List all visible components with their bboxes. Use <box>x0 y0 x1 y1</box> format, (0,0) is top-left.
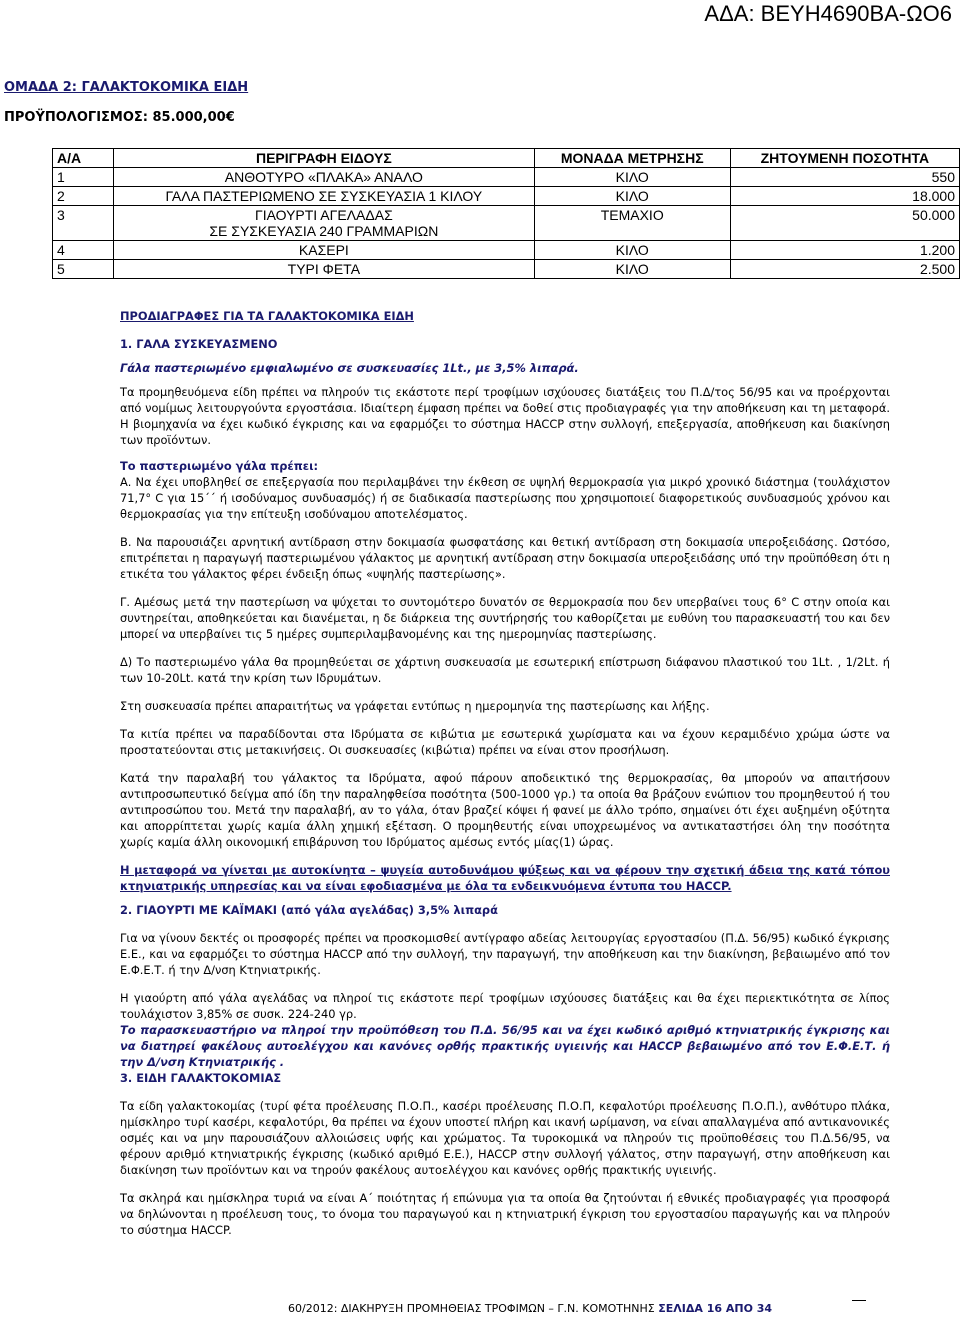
cell-description <box>114 206 535 241</box>
transport-paragraph: Η μεταφορά να γίνεται με αυτοκίνητα – ψυγεία αυτοδυνάμου ψύξεως και να φέρουν την σχετική άδεια της κατά τόπου κτηνιατρικής υπηρεσίας και να είναι εφοδιασμένα με όλα τα ενδεικνυόμενα έντυπα του HACCP. <box>120 863 890 893</box>
table-row <box>53 206 960 241</box>
budget-line: ΠΡΟΫΠΟΛΟΓΙΣΜΟΣ: 85.000,00€ <box>4 110 235 125</box>
paragraph-b: Β. Να παρουσιάζει αρνητική αντίδραση στην δοκιμασία φωσφατάσης και θετική αντίδραση στη δοκιμασία υπεροξειδάσης. Ωστόσο, επιτρέπεται η παραγωγή παστεριωμένου γάλακτος με αρνητική αντίδραση στην δοκιμασία υπεροξειδάσης υπό την προϋπόθεση ότι η ετικέτα του γάλακτος φέρει ένδειξη όπως «υψηλής παστερίωσης». <box>120 535 890 581</box>
items-table <box>52 148 960 279</box>
section-2-heading: 2. ΓΙΑΟΥΡΤΙ ΜΕ ΚΑΪΜΑΚΙ (από γάλα αγελάδας) 3,5% λιπαρά <box>120 903 498 917</box>
cell-aa: 2 <box>53 187 114 206</box>
specs-heading: ΠΡΟΔΙΑΓΡΑΦΕΣ ΓΙΑ ΤΑ ΓΑΛΑΚΤΟΚΟΜΙΚΑ ΕΙΔΗ <box>120 309 414 323</box>
cell-quantity: 1.200 <box>730 241 959 260</box>
boxes-paragraph: Τα κιτία πρέπει να παραδίδονται στα Ιδρύματα σε κιβώτια με εσωτερικά χωρίσματα και να έχουν κεραμιδένιο χρώμα ώστε να προστατεύονται στις μετακινήσεις. Οι συσκευασίες (κιβώτια) πρέπει να είναι στον προσήλωση. <box>120 727 890 757</box>
description-line-1: ΓΙΑΟΥΡΤΙ ΑΓΕΛΑΔΑΣ <box>254 207 393 223</box>
section-2-paragraph-2: Η γιαούρτη από γάλα αγελάδας να πληροί τις εκάστοτε περί τροφίμων ισχύουσες διατάξεις και θα έχει περιεκτικότητα σε λίπος τουλάχιστον 3,85% σε συσκ. 224-240 γρ. <box>120 991 890 1021</box>
group-title: ΟΜΑΔΑ 2: ΓΑΛΑΚΤΟΚΟΜΙΚΑ ΕΙΔΗ <box>4 80 249 95</box>
section-1-subheading: Γάλα παστεριωμένο εμφιαλωμένο σε συσκευασίες 1Lt., με 3,5% λιπαρά. <box>120 361 579 375</box>
cell-quantity: 18.000 <box>730 187 959 206</box>
description-line-2: ΣΕ ΣΥΣΚΕΥΑΣΙΑ 240 ΓΡΑΜΜΑΡΙΩΝ <box>209 223 439 239</box>
header-aa: Α/Α <box>53 149 114 168</box>
footer-document-title: 60/2012: ΔΙΑΚΗΡΥΞΗ ΠΡΟΜΗΘΕΙΑΣ ΤΡΟΦΙΜΩΝ – Γ.Ν. ΚΟΜΟΤΗΝΗΣ <box>288 1302 655 1315</box>
cell-quantity: 550 <box>730 168 959 187</box>
cell-quantity: 50.000 <box>730 206 959 241</box>
paragraph-g: Γ. Αμέσως μετά την παστερίωση να ψύχεται το συντομότερο δυνατόν σε θερμοκρασία που δεν υπερβαίνει τους 6° C στην οποία και συντηρείται, αποθηκεύεται και διανέμεται, η δε διάρκεια της συντήρησής του καθορίζεται με ευθύνη του παρασκευαστή του και δεν μπορεί να υπερβαίνει τις 5 ημέρες συμπεριλαμβανομένης και της ημερομηνίας παστερίωσης. <box>120 595 890 641</box>
section-3-paragraph-1: Τα είδη γαλακτοκομίας (τυρί φέτα προέλευσης Π.Ο.Π., κασέρι προέλευσης Π.Ο.Π, κεφαλοτύρι προέλευσης Π.Ο.Π.), ανθότυρο πλάκα, ημίσκληρο τυρί κασέρι, κεφαλοτύρι, θα πρέπει να έχουν υποστεί πλήρη και ικανή ωρίμανση, να είναι απαλλαγμένα από αντικανονικές οσμές και να μην παρουσιάζουν αλλοιώσεις υφής και χρώματος. Τα τυροκομικά να πληρούν τις προϋποθέσεις του Π.Δ.56/95, να φέρουν αριθμό κτηνιατρικής έγκρισης (κωδικό αριθμό Ε.Ε.), HACCP στην συλλογή γάλατος, στην παραγωγή, στην αποθήκευση και διακίνηση των προϊόντων και να τηρούν φακέλους αυτοελέγχου και κανόνες ορθής πρακτικής υγιεινής. <box>120 1099 890 1177</box>
paragraph-a: Α. Να έχει υποβληθεί σε επεξεργασία που περιλαμβάνει την έκθεση σε υψηλή θερμοκρασία για μικρό χρονικό διάστημα (τουλάχιστον 71,7° C για 15΄΄ ή ισοδύναμος συνδυασμός) ή σε διαδικασία παστερίωσης που χρησιμοποιεί διαφορετικούς συνδυασμούς χρόνου και θερμοκρασίας για την επίτευξη ισοδύναμου αποτελέσματος. <box>120 475 890 521</box>
cell-quantity: 2.500 <box>730 260 959 279</box>
cell-aa: 1 <box>53 168 114 187</box>
footer-page-number: ΣΕΛΙΔΑ 16 ΑΠΟ 34 <box>658 1302 773 1315</box>
cell-aa: 4 <box>53 241 114 260</box>
paragraph-d: Δ) Το παστεριωμένο γάλα θα προμηθεύεται σε χάρτινη συσκευασία με εσωτερική επίστρωση διάφανου πλαστικού του 1Lt. , 1/2Lt. ή των 10-20Lt. κατά την κρίση των Ιδρυμάτων. <box>120 655 890 685</box>
section-1-heading: 1. ΓΑΛΑ ΣΥΣΚΕΥΑΣΜΕΝΟ <box>120 337 278 351</box>
page-footer <box>288 1301 772 1317</box>
label-paragraph: Στη συσκευασία πρέπει απαραιτήτως να γράφεται εντύπως η ημερομηνία της παστερίωσης και λήξης. <box>120 699 710 713</box>
section-2-paragraph-3: Το παρασκευαστήριο να πληροί την προϋπόθεση του Π.Δ. 56/95 και να έχει κωδικό αριθμό κτηνιατρικής έγκρισης και να διατηρεί φακέλους αυτοελέγχου και κανόνες ορθής πρακτικής υγιεινής και HACCP βεβαιωμένο από τον Ε.Φ.Ε.Τ. ή την Δ/νση Κτηνιατρικής . <box>120 1023 890 1069</box>
cell-aa: 3 <box>53 206 114 241</box>
intro-paragraph: Τα προμηθευόμενα είδη πρέπει να πληρούν τις εκάστοτε περί τροφίμων ισχύουσες διατάξεις του Π.Δ/τος 56/95 και να προέρχονται από νομίμως λειτουργούντα εργοστάσια. Ιδιαίτερη έμφαση πρέπει να δοθεί στις προδιαγραφές για την αποθήκευση και τη μεταφορά. Η βιομηχανία να έχει κωδικό έγκρισης και να εφαρμόζει το σύστημα HACCP στην συλλογή, επεξεργασία, αποθήκευση και διακίνηση των προϊόντων. <box>120 385 890 447</box>
table-row <box>53 168 960 187</box>
header-description: ΠΕΡΙΓΡΑΦΗ ΕΙΔΟΥΣ <box>114 149 535 168</box>
section-3-heading: 3. ΕΙΔΗ ΓΑΛΑΚΤΟΚΟΜΙΑΣ <box>120 1071 282 1085</box>
cell-aa: 5 <box>53 260 114 279</box>
cell-description: ΓΑΛΑ ΠΑΣΤΕΡΙΩΜΕΝΟ ΣΕ ΣΥΣΚΕΥΑΣΙΑ 1 ΚΙΛΟΥ <box>114 187 535 206</box>
specifications-section <box>120 308 890 1238</box>
table-header-row <box>53 149 960 168</box>
header-quantity: ΖΗΤΟΥΜΕΝΗ ΠΟΣΟΤΗΤΑ <box>730 149 959 168</box>
header-unit: ΜΟΝΑΔΑ ΜΕΤΡΗΣΗΣ <box>534 149 730 168</box>
section-3-paragraph-2: Τα σκληρά και ημίσκληρα τυριά να είναι Α΄ ποιότητας ή επώνυμα για τα οποία θα ζητούνται ή εθνικές προδιαγραφές για προσφορά να δηλώνονται η προέλευση τους, το όνομα του παραγωγού και η κτηνιατρική έγκριση του εργοστασίου παραγωγής και να πληρούν το σύστημα HACCP. <box>120 1191 890 1237</box>
footer-rule <box>852 1300 866 1301</box>
ada-code: ΑΔΑ: ΒΕΥΗ4690ΒΑ-ΩΟ6 <box>704 1 952 26</box>
cell-unit: ΤΕΜΑΧΙΟ <box>534 206 730 241</box>
table-row <box>53 241 960 260</box>
cell-unit: ΚΙΛΟ <box>534 241 730 260</box>
cell-unit: ΚΙΛΟ <box>534 187 730 206</box>
cell-unit: ΚΙΛΟ <box>534 260 730 279</box>
cell-description: ΑΝΘΟΤΥΡΟ «ΠΛΑΚΑ» ΑΝΑΛΟ <box>114 168 535 187</box>
receipt-paragraph: Κατά την παραλαβή του γάλακτος τα Ιδρύματα, αφού πάρουν αποδεικτικό της θερμοκρασίας, θα μπορούν να απαιτήσουν αντιπροσωπευτικό δείγμα από ίδη την παραληφθείσα ποσότητα (500-1000 γρ.) τα οποία θα βράζουν ενώπιον του προμηθευτού ή του αντιπροσώπου του. Μετά την παραλαβή, αν το γάλα, όταν βραζεί κόψει ή φανεί με άλλο τρόπο, σημαίνει ότι έχει αυξημένη οξύτητα και απορρίπτεται χωρίς καμία άλλη χημική εξέταση. Ο προμηθευτής είναι υποχρεωμένος να αντικαταστήσει όλη την ποσότητα χωρίς καμία άλλη οικονομική επιβάρυνση του Ιδρύματος αμέσως εντός μίας(1) ώρας. <box>120 771 890 849</box>
table-row <box>53 260 960 279</box>
pasteurized-heading: Το παστεριωμένο γάλα πρέπει: <box>120 459 319 473</box>
cell-description: ΚΑΣΕΡΙ <box>114 241 535 260</box>
section-2-paragraph-1: Για να γίνουν δεκτές οι προσφορές πρέπει να προσκομισθεί αντίγραφο αδείας λειτουργίας εργοστασίου (Π.Δ. 56/95) κωδικό έγκρισης Ε.Ε., και να εφαρμόζει το σύστημα HACCP από την συλλογή, την παραγωγή, την αποθήκευση και την διακίνηση, βεβαιωμένο από τον Ε.Φ.Ε.Τ. ή την Δ/νση Κτηνιατρικής. <box>120 931 890 977</box>
cell-unit: ΚΙΛΟ <box>534 168 730 187</box>
table-row <box>53 187 960 206</box>
cell-description: ΤΥΡΙ ΦΕΤΑ <box>114 260 535 279</box>
